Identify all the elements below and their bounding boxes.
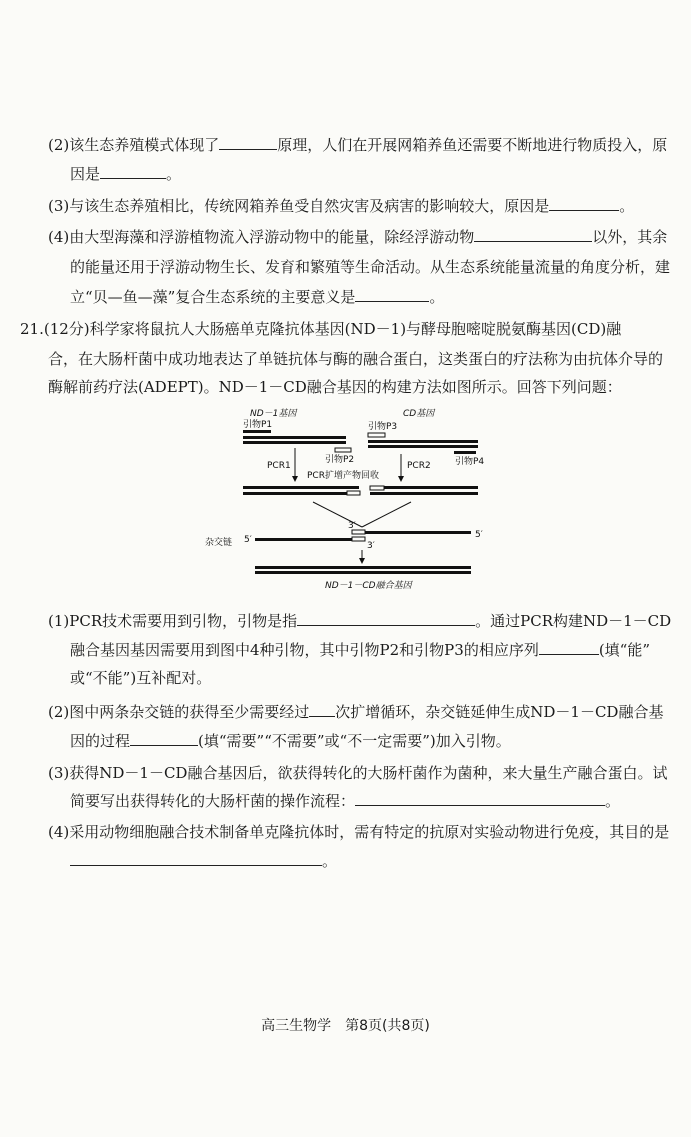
q20-part4-line2: 的能量还用于浮游动物生长、发育和繁殖等生命活动。从生态系统能量流量的角度分析，建 bbox=[70, 258, 671, 276]
primer-p1-mark bbox=[243, 430, 271, 433]
q21-part1-line1: (1)PCR技术需要用到引物，引物是指 。通过PCR构建ND－1－CD bbox=[48, 612, 672, 630]
answer-blank[interactable] bbox=[100, 164, 166, 179]
q21-part2-line2: 因的过程 (填“需要”“不需要”或“不一定需要”)加入引物。 bbox=[70, 732, 511, 750]
q20-part2-line1: (2)该生态养殖模式体现了 原理，人们在开展网箱养鱼还需要不断地进行物质投入，原 bbox=[48, 136, 668, 154]
product2-strand-bottom bbox=[370, 492, 478, 495]
product2-overlap bbox=[370, 486, 384, 490]
answer-blank[interactable] bbox=[474, 227, 592, 242]
hybrid-chain-label: 杂交链 bbox=[205, 538, 233, 548]
pcr1-arrowhead bbox=[292, 476, 298, 482]
three-prime-top-label: 3′ bbox=[348, 521, 356, 531]
hybrid-strand-bottom bbox=[255, 538, 352, 541]
answer-blank[interactable] bbox=[297, 611, 475, 626]
fusion-gene-diagram bbox=[205, 400, 505, 600]
pcr2-label: PCR2 bbox=[407, 461, 431, 471]
answer-blank[interactable] bbox=[539, 640, 599, 655]
fusion-gene-label: ND－1－CD融合基因 bbox=[325, 581, 412, 591]
primer-p1-label: 引物P1 bbox=[243, 420, 273, 430]
cd-strand-top bbox=[368, 440, 478, 443]
hybrid-strand-top bbox=[365, 531, 471, 534]
answer-blank[interactable] bbox=[309, 702, 335, 717]
q21-part1-line3: 或“不能”)互补配对。 bbox=[70, 669, 212, 687]
primer-p2-mark bbox=[335, 448, 351, 452]
answer-blank[interactable] bbox=[549, 196, 619, 211]
pcr2-arrowhead bbox=[398, 476, 404, 482]
q20-part4-line3: 立“贝—鱼—藻”复合生态系统的主要意义是 。 bbox=[70, 288, 445, 306]
q21-part4-line2: 。 bbox=[70, 851, 337, 871]
answer-blank[interactable] bbox=[130, 731, 198, 746]
five-prime-right-label: 5′ bbox=[475, 530, 483, 540]
answer-blank[interactable] bbox=[355, 791, 605, 806]
cd-strand-bottom bbox=[368, 445, 478, 448]
nd1-strand-bottom bbox=[243, 441, 346, 444]
q21-intro-line3: 酶解前药疗法(ADEPT)。ND－1－CD融合基因的构建方法如图所示。回答下列问题： bbox=[48, 378, 622, 396]
fusion-arrowhead bbox=[359, 558, 365, 564]
q21-part4-line1: (4)采用动物细胞融合技术制备单克隆抗体时，需有特定的抗原对实验动物进行免疫，其目的是 bbox=[48, 823, 670, 841]
answer-blank[interactable] bbox=[219, 135, 277, 150]
q21-intro-line2: 合，在大肠杆菌中成功地表达了单链抗体与酶的融合蛋白，这类蛋白的疗法称为由抗体介导的 bbox=[48, 350, 664, 368]
hybrid-overlap-bottom bbox=[352, 537, 365, 541]
product1-strand-bottom bbox=[243, 492, 347, 495]
answer-blank[interactable] bbox=[355, 287, 429, 302]
answer-blank[interactable] bbox=[70, 851, 322, 866]
pcr1-label: PCR1 bbox=[267, 461, 291, 471]
fusion-strand-bottom bbox=[255, 571, 471, 574]
product1-strand-top bbox=[243, 486, 359, 489]
nd1-strand-top bbox=[243, 436, 346, 439]
q21-part2-line1: (2)图中两条杂交链的获得至少需要经过 次扩增循环，杂交链延伸生成ND－1－CD融合基 bbox=[48, 703, 664, 721]
nd1-gene-label: ND－1基因 bbox=[250, 409, 297, 419]
three-prime-bottom-label: 3′ bbox=[367, 541, 375, 551]
page-footer: 高三生物学 第8页(共8页) bbox=[261, 1018, 430, 1034]
product1-overlap bbox=[347, 491, 360, 495]
q21-part3-line1: (3)获得ND－1－CD融合基因后，欲获得转化的大肠杆菌作为菌种，来大量生产融合蛋白。试 bbox=[48, 764, 668, 782]
q21-intro-line1: 21.(12分)科学家将鼠抗人大肠癌单克隆抗体基因(ND－1)与酵母胞嘧啶脱氨酶基因(CD)融 bbox=[20, 320, 622, 338]
converge-right bbox=[362, 502, 411, 527]
q21-part3-line2: 简要写出获得转化的大肠杆菌的操作流程： 。 bbox=[70, 792, 621, 810]
product2-strand-top bbox=[384, 486, 478, 489]
primer-p3-label: 引物P3 bbox=[368, 422, 398, 432]
primer-p4-label: 引物P4 bbox=[455, 457, 485, 467]
q20-part2-line2: 因是 。 bbox=[70, 165, 182, 183]
fusion-strand-top bbox=[255, 566, 471, 569]
q20-part3: (3)与该生态养殖相比，传统网箱养鱼受自然灾害及病害的影响较大，原因是 。 bbox=[48, 197, 635, 215]
pcr-recover-label: PCR扩增产物回收 bbox=[307, 471, 379, 481]
primer-p3-mark bbox=[368, 433, 385, 437]
primer-p2-label: 引物P2 bbox=[325, 455, 355, 465]
five-prime-left-label: 5′ bbox=[244, 535, 252, 545]
q21-part1-line2: 融合基因基因需要用到图中4种引物，其中引物P2和引物P3的相应序列 (填“能” bbox=[70, 641, 651, 659]
q20-part4-line1: (4)由大型海藻和浮游植物流入浮游动物中的能量，除经浮游动物 以外，其余 bbox=[48, 228, 668, 246]
cd-gene-label: CD基因 bbox=[403, 409, 435, 419]
primer-p4-mark bbox=[454, 451, 476, 454]
